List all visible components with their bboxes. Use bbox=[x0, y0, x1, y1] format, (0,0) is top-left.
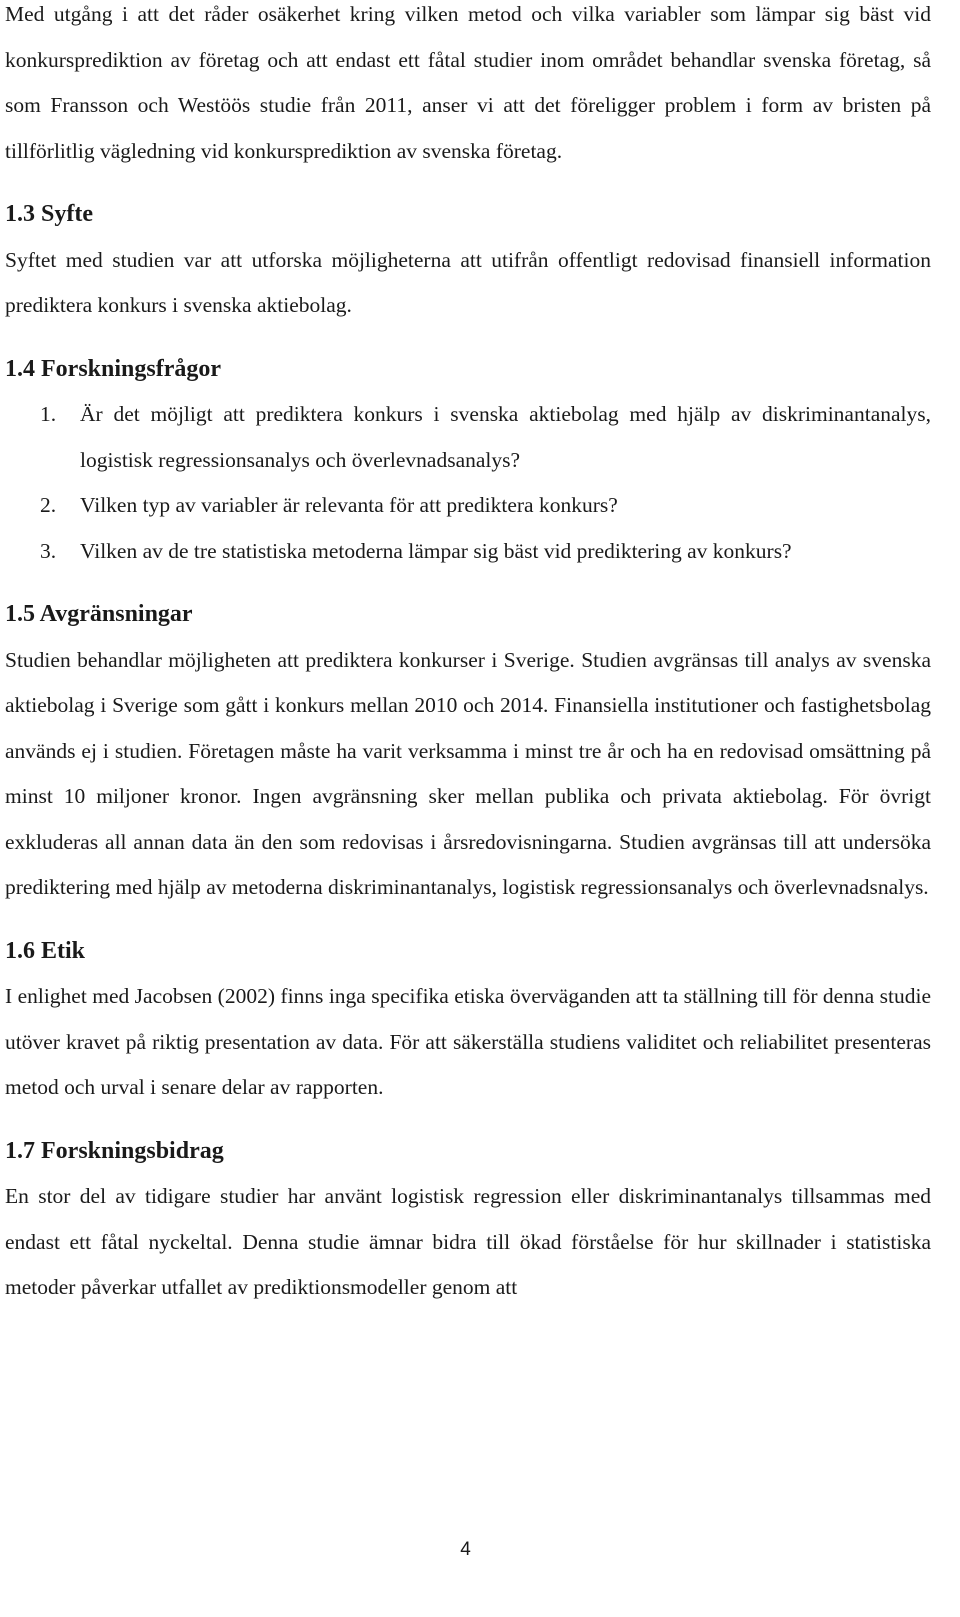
list-item-text: Vilken typ av variabler är relevanta för att prediktera konkurs? bbox=[80, 493, 618, 517]
avgransningar-paragraph: Studien behandlar möjligheten att prediktera konkurser i Sverige. Studien avgränsas till analys av svenska aktiebolag i Sverige som gått i konkurs mellan 2010 och 2014. Finansiella institutioner och fastighetsbolag används ej i studien. Företagen måste ha varit verksamma i minst tre år och ha en redovisad omsättning på minst 10 miljoner kronor. Ingen avgränsning sker mellan publika och privata aktiebolag. För övrigt exkluderas all annan data än den som redovisas i årsredovisningarna. Studien avgränsas till att undersöka prediktering med hjälp av metoderna diskriminantanalys, logistisk regressionsanalys och överlevnadsnalys. bbox=[5, 647, 931, 899]
page-number: 4 bbox=[460, 1539, 471, 1560]
list-item bbox=[5, 392, 931, 483]
intro-paragraph: Med utgång i att det råder osäkerhet kring vilken metod och vilka variabler som lämpar sig bäst vid konkursprediktion av företag och att endast ett fåtal studier inom området behandlar svenska företag, så som Fransson och Westöös studie från 2011, anser vi att det föreligger problem i form av bristen på tillförlitlig vägledning vid konkursprediktion av svenska företag. bbox=[5, 2, 931, 163]
section-heading-forskningsfragor: 1.4 Forskningsfrågor bbox=[5, 355, 221, 382]
syfte-paragraph: Syftet med studien var att utforska möjligheterna att utifrån offentligt redovisad finansiell information prediktera konkurs i svenska aktiebolag. bbox=[5, 247, 931, 317]
document-page bbox=[5, 0, 931, 1311]
section-heading-forskningsbidrag: 1.7 Forskningsbidrag bbox=[5, 1137, 224, 1164]
list-item-text: Vilken av de tre statistiska metoderna lämpar sig bäst vid prediktering av konkurs? bbox=[80, 538, 792, 563]
forskningsbidrag-paragraph: En stor del av tidigare studier har använt logistisk regression eller diskriminantanalys tillsammas med endast ett fåtal nyckeltal. Denna studie ämnar bidra till ökad förståelse för hur skillnader i statistiska metoder påverkar utfallet av prediktionsmodeller genom att bbox=[5, 1184, 931, 1299]
list-item-number: 3. bbox=[40, 538, 57, 563]
section-heading-avgransningar: 1.5 Avgränsningar bbox=[5, 601, 193, 627]
section-heading-etik: 1.6 Etik bbox=[5, 937, 86, 964]
list-item-number: 1. bbox=[40, 402, 57, 426]
section-heading-syfte: 1.3 Syfte bbox=[5, 201, 93, 227]
research-questions-list bbox=[5, 392, 931, 574]
list-item bbox=[5, 483, 931, 529]
etik-paragraph: I enlighet med Jacobsen (2002) finns inga specifika etiska överväganden att ta ställning till för denna studie utöver kravet på riktig presentation av data. För att säkerställa studiens validitet och reliabilitet presenteras metod och urval i senare delar av rapporten. bbox=[5, 984, 931, 1099]
list-item-number: 2. bbox=[40, 493, 57, 517]
list-item bbox=[5, 529, 931, 575]
list-item-text: Är det möjligt att prediktera konkurs i svenska aktiebolag med hjälp av diskriminantanalys, logistisk regressionsanalys och överlevnadsanalys? bbox=[80, 402, 931, 472]
